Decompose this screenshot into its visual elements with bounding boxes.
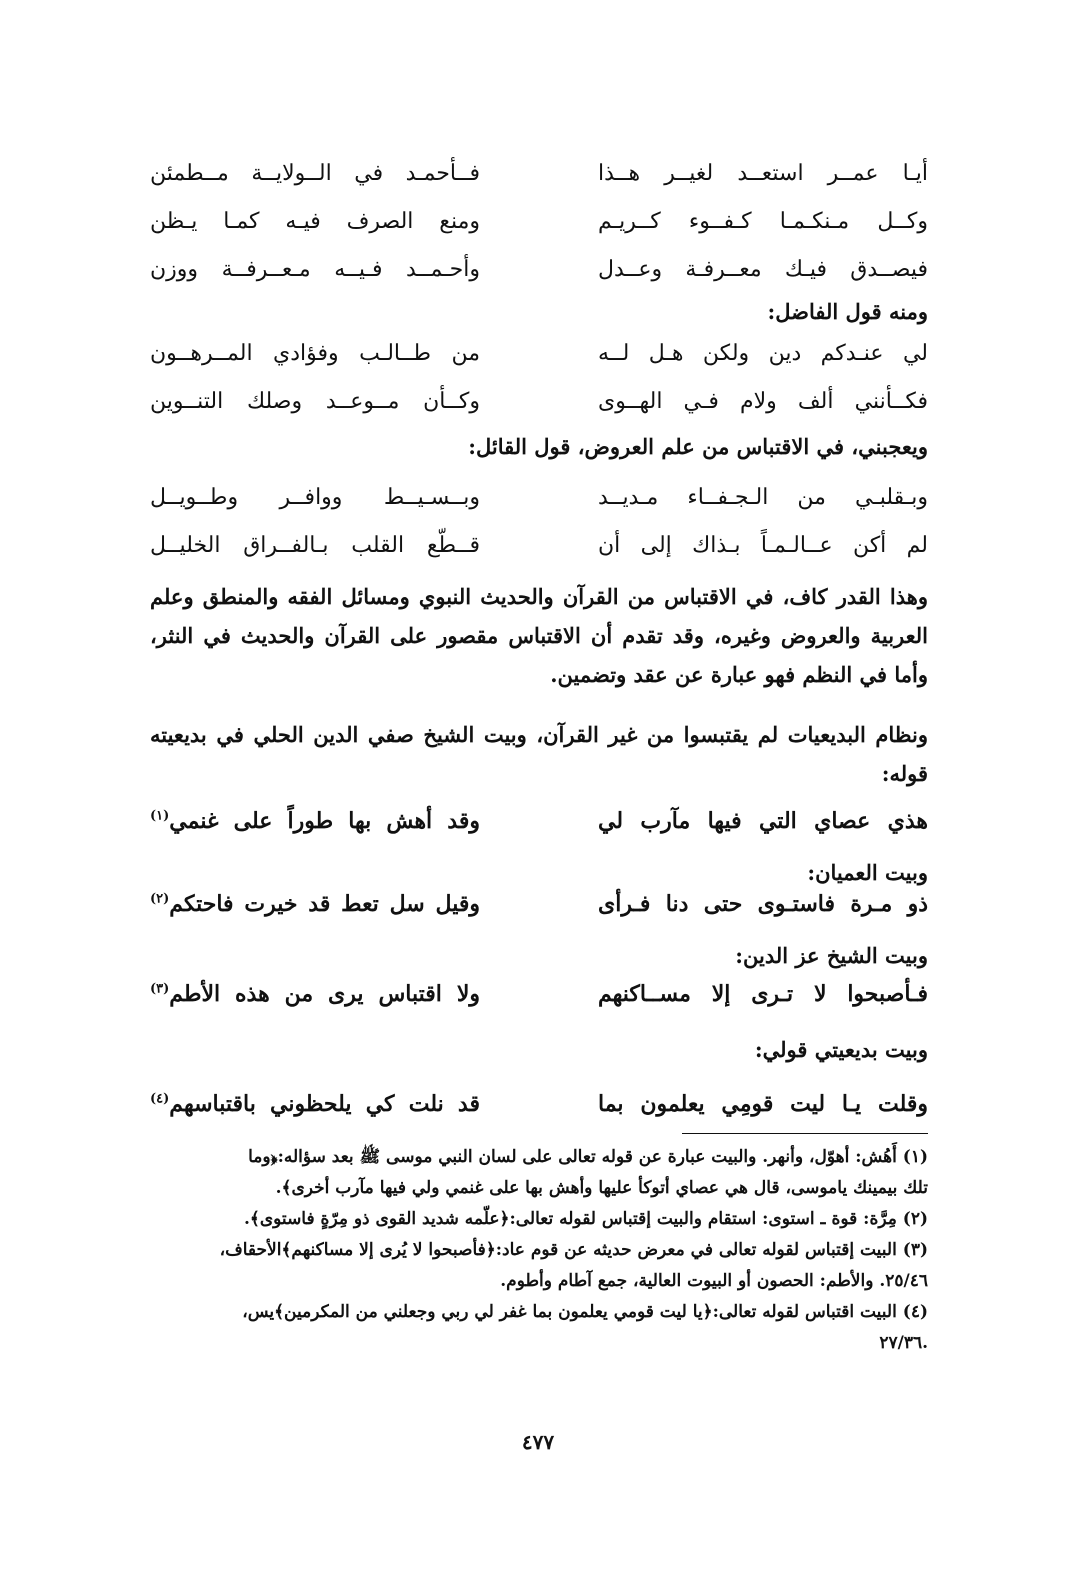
second-hemistich: وأحـمــد فـيــه مـعــرفــة ووزن — [150, 257, 480, 282]
first-hemistich: هذي عصاي التي فيها مآرب لي — [598, 808, 928, 834]
footnote-separator — [682, 1133, 928, 1134]
hemistich-text: قد نلت كي يلحظوني باقتباسهم — [169, 1091, 480, 1117]
first-hemistich: لي عنـدكم دين ولكن هـل لــه — [598, 341, 928, 366]
heading-text: وبيت العميان: — [807, 860, 928, 885]
hemistich-text: وقيل سل تعط قد خيرت فاحتكم — [169, 891, 480, 917]
verse-blind — [150, 880, 928, 928]
verse-line — [150, 150, 928, 198]
heading-text: وبيت الشيخ عز الدين: — [735, 943, 928, 968]
first-hemistich: ذو مـرة فاستـوى حتى دنا فـرأى — [598, 891, 928, 917]
footnote-3-line-2: ٢٥/٤٦. والأطم: الحصون أو البيوت العالية، جمع آطام وأطوم. — [500, 1271, 928, 1291]
verse-line — [150, 880, 928, 928]
footnotes — [150, 1142, 928, 1359]
section-heading — [150, 1030, 928, 1070]
second-hemistich: وبــسـيــط ووافــر وطــويــل — [150, 485, 480, 510]
verse-author — [150, 1080, 928, 1128]
first-hemistich: أيـا عمــر استعــد لغيــر هــذا — [598, 161, 928, 186]
footnote-1-line-1: (١) أَهُش: أهوّل، وأنهر. والبيت عبارة عن قوله تعالى على لسان النبي موسى ﷺ بعد سؤاله:﴿وما — [248, 1147, 928, 1167]
verse-line — [150, 246, 928, 294]
footnote-4-line-2: .٢٧/٣٦ — [879, 1333, 928, 1353]
page-number: ٤٧٧ — [521, 1430, 555, 1454]
verse-line — [150, 1080, 928, 1128]
second-hemistich: وكــأن مــوعــد وصلك التنــوين — [150, 389, 480, 414]
poem-1 — [150, 150, 928, 294]
footnote-marker: (٢) — [150, 891, 170, 907]
first-hemistich: فيصــدق فيـك معــرفـة وعــدل — [598, 257, 928, 282]
second-hemistich — [150, 1080, 480, 1128]
second-hemistich: قــطّع القلب بـالفــراق الخليــل — [150, 533, 480, 558]
heading-text: ويعجبني، في الاقتباس من علم العروض، قول القائل: — [468, 434, 928, 459]
first-hemistich: فكــأنني ألف ولام فـي الهــوى — [598, 389, 928, 414]
footnote-marker: (١) — [150, 808, 170, 824]
heading-text: ومنه قول الفاضل: — [767, 299, 928, 324]
second-hemistich — [150, 792, 480, 850]
second-hemistich — [150, 880, 480, 928]
section-heading — [150, 427, 928, 467]
paragraph-text: ونظام البديعيات لم يقتبسوا من غير القرآن، وبيت الشيخ صفي الدين الحلي في بديعيته قوله: — [150, 722, 928, 786]
first-hemistich: وقلت يـا ليت قومِي يعلمون بما — [598, 1091, 928, 1117]
footnote-marker: (٤) — [150, 1091, 170, 1107]
verse-line — [150, 792, 928, 850]
hemistich-text: ولا اقتباس يرى من هذه الأطم — [169, 981, 480, 1007]
verse-line — [150, 970, 928, 1018]
first-hemistich: وكــل مـنكـمـا كـفــوء كــريـم — [598, 209, 928, 234]
second-hemistich: ومنع الصرف فيـه كمـا يـظن — [150, 209, 480, 234]
first-hemistich: فـأصبحوا لا تـرى إلا مســاكنهم — [598, 981, 928, 1007]
poem-2 — [150, 330, 928, 426]
verse-line — [150, 378, 928, 426]
footnote-4-line-1: (٤) البيت اقتباس لقوله تعالى:﴿يا ليت قومي يعلمون بما غفر لي ربي وجعلني من المكرمين﴾يس، — [242, 1302, 928, 1322]
footnote-3-line-1: (٣) البيت إقتباس لقوله تعالى في معرض حديثه عن قوم عاد:﴿فأصبحوا لا يُرى إلا مساكنهم﴾الأحقاف، — [219, 1240, 928, 1260]
first-hemistich: لم أكن عــالـمـاً بـذاك إلى أن — [598, 533, 928, 558]
footnote-1-line-2: تلك بيمينك ياموسى، قال هي عصاي أتوكأ عليها وأهش بها على غنمي ولي فيها مآرب أخرى﴾. — [275, 1178, 928, 1198]
section-heading — [150, 292, 928, 332]
verse-line — [150, 474, 928, 522]
verse-line — [150, 522, 928, 570]
footnote-marker: (٣) — [150, 981, 170, 997]
footnote-2: (٢) مِرَّة: قوة ـ استوى: استقام والبيت إقتباس لقوله تعالى:﴿علّمه شديد القوى ذو مِرّةٍ فاستوى﴾. — [243, 1209, 928, 1229]
second-hemistich — [150, 970, 480, 1018]
verse-safi-al-din — [150, 792, 928, 850]
poem-3 — [150, 474, 928, 570]
paragraph-1 — [150, 577, 928, 694]
second-hemistich: فــأحمـد في الــولايــة مــطمئن — [150, 161, 480, 186]
first-hemistich: وبـقلبـي من الـجـفــاء مـديــد — [598, 485, 928, 510]
hemistich-text: وقد أهش بها طوراً على غنمي — [169, 808, 480, 834]
second-hemistich: من طــالـب وفؤادي المــرهــون — [150, 341, 480, 366]
paragraph-2 — [150, 715, 928, 793]
verse-line — [150, 330, 928, 378]
paragraph-text: وهذا القدر كاف، في الاقتباس من القرآن والحديث النبوي ومسائل الفقه والمنطق وعلم العربية والعروض وغيره، وقد تقدم أن الاقتباس مقصور على القرآن والحديث في النثر، وأما في النظم فهو عبارة عن عقد وتضمين. — [150, 584, 928, 687]
verse-izz-al-din — [150, 970, 928, 1018]
heading-text: وبيت بديعيتي قولي: — [754, 1037, 928, 1062]
verse-line — [150, 198, 928, 246]
